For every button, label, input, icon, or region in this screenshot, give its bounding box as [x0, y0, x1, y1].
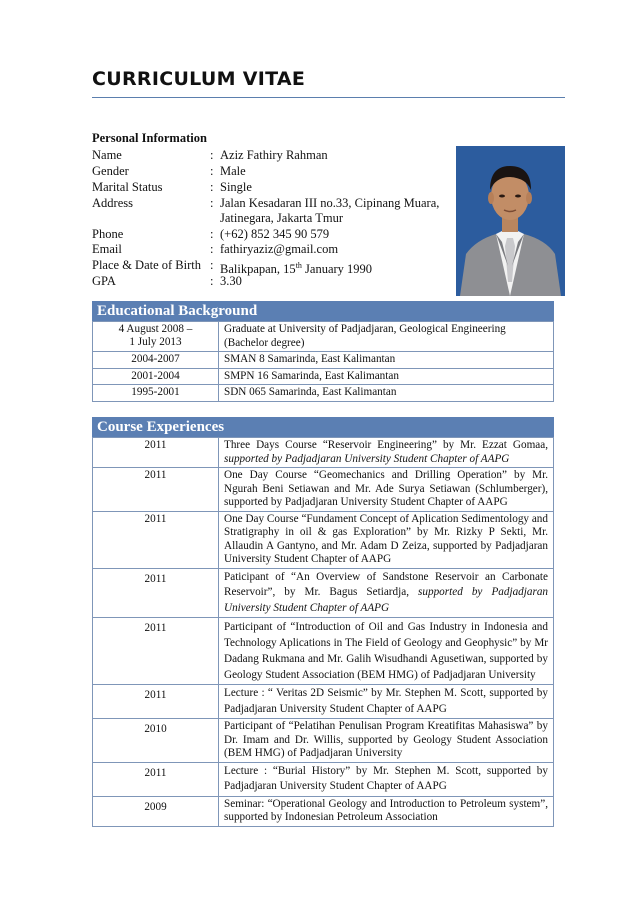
row-value: Male — [220, 164, 246, 178]
education-table — [92, 321, 554, 402]
row-value: fathiryaziz@gmail.com — [220, 242, 339, 256]
course-year: 2011 — [93, 468, 219, 512]
course-desc: One Day Course “Geomechanics and Drilling Operation” by Mr. Ngurah Beni Setiawan and Mr. Ade Surya Setiawan (Schlumberger), supported by Padjadjaran University Student Chapter of AAPG — [219, 468, 554, 512]
table-row — [93, 468, 554, 512]
course-year: 2011 — [93, 618, 219, 685]
course-year: 2011 — [93, 568, 219, 618]
row-value: Jalan Kesadaran III no.33, Cipinang Muara, Jatinegara, Jakarta Tmur — [220, 196, 440, 225]
course-year: 2011 — [93, 511, 219, 568]
portrait-illustration — [456, 146, 565, 296]
education-desc: SMAN 8 Samarinda, East Kalimantan — [219, 352, 554, 369]
table-row — [93, 511, 554, 568]
course-desc: Lecture : “Burial History” by Mr. Stephen M. Scott, supported by Padjadjaran University Student Chapter of AAPG — [219, 762, 554, 796]
course-desc: Seminar: “Operational Geology and Introduction to Petroleum system”, supported by Indonesian Petroleum Association — [219, 796, 554, 826]
row-colon: : — [210, 148, 214, 162]
row-value: (+62) 852 345 90 579 — [220, 227, 330, 241]
education-date: 2001-2004 — [93, 368, 219, 385]
courses-heading: Course Experiences — [92, 417, 554, 437]
row-label: GPA — [92, 274, 116, 288]
education-date: 2004-2007 — [93, 352, 219, 369]
course-support-text: supported by Padjadjaran University Student Chapter of AAPG — [224, 586, 549, 614]
course-year: 2011 — [93, 438, 219, 468]
row-colon: : — [210, 258, 214, 272]
row-label: Name — [92, 148, 122, 162]
row-label: Address — [92, 196, 133, 210]
course-year: 2011 — [93, 685, 219, 719]
ordinal-suffix: th — [295, 261, 302, 270]
course-desc: One Day Course “Fundament Concept of Aplication Sedimentology and Stratigraphy in oil & gas Exploration” by Mr. Rizky P Sekti, Mr. Allaudin A Gantyno, and Mr. Adam D Zeiza, supported by Padjadjaran University Student Chapter of AAPG — [219, 511, 554, 568]
table-row — [93, 438, 554, 468]
row-label: Email — [92, 242, 122, 256]
row-colon: : — [210, 242, 214, 256]
education-date: 1995-2001 — [93, 385, 219, 402]
education-desc: Graduate at University of Padjadjaran, Geological Engineering (Bachelor degree) — [219, 322, 554, 352]
table-row — [93, 322, 554, 352]
course-desc — [219, 568, 554, 618]
row-label: Gender — [92, 164, 129, 178]
course-support-text: supported by Padjadjaran University Student Chapter of AAPG — [224, 452, 510, 465]
table-row — [93, 568, 554, 618]
table-row — [93, 762, 554, 796]
table-row — [93, 719, 554, 763]
row-colon: : — [210, 180, 214, 194]
course-year: 2010 — [93, 719, 219, 763]
course-desc: Participant of “Introduction of Oil and Gas Industry in Indonesia and Technology Aplications in The Field of Geology and Geophysic” by Mr Dadang Rukmana and Mr. Galih Wisudhandi Agusetiwan, supported by Geology Student Association (BEM HMG) of Padjadjaran University — [219, 618, 554, 685]
courses-table — [92, 437, 554, 827]
education-desc: SDN 065 Samarinda, East Kalimantan — [219, 385, 554, 402]
education-heading: Educational Background — [92, 301, 554, 321]
course-desc: Participant of “Pelatihan Penulisan Program Kreatifitas Mahasiswa” by Dr. Imam and Dr. Willis, supported by Geology Student Association (BEM HMG) of Padjadjaran University — [219, 719, 554, 763]
profile-photo — [456, 146, 565, 296]
course-year: 2009 — [93, 796, 219, 826]
document-title: CURRICULUM VITAE — [92, 68, 306, 90]
course-desc: Lecture : “ Veritas 2D Seismic” by Mr. Stephen M. Scott, supported by Padjadjaran University Student Chapter of AAPG — [219, 685, 554, 719]
personal-info-heading: Personal Information — [92, 131, 207, 145]
table-row — [93, 796, 554, 826]
education-desc: SMPN 16 Samarinda, East Kalimantan — [219, 368, 554, 385]
row-colon: : — [210, 164, 214, 178]
education-date: 4 August 2008 – 1 July 2013 — [93, 322, 219, 352]
table-row — [93, 352, 554, 369]
course-desc — [219, 438, 554, 468]
row-value: 3.30 — [220, 274, 242, 288]
table-row — [93, 385, 554, 402]
row-value: Single — [220, 180, 252, 194]
table-row — [93, 685, 554, 719]
row-value: Aziz Fathiry Rahman — [220, 148, 328, 162]
row-label: Marital Status — [92, 180, 163, 194]
course-text: Paticipant of “An Overview of Sandstone Reservoir an Carbonate Reservoir”, by Mr. Bagus Setiardja, — [224, 570, 548, 598]
table-row — [93, 368, 554, 385]
table-row — [93, 618, 554, 685]
row-colon: : — [210, 196, 214, 210]
birth-month-year: January 1990 — [301, 262, 373, 277]
title-underline — [92, 97, 565, 98]
row-label: Phone — [92, 227, 124, 241]
row-colon: : — [210, 227, 214, 241]
course-text: Three Days Course “Reservoir Engineering” by Mr. Ezzat Gomaa, — [224, 439, 548, 451]
row-colon: : — [210, 274, 214, 288]
row-label: Place & Date of Birth — [92, 258, 201, 272]
birth-place-day: Balikpapan, 15 — [220, 262, 296, 277]
course-year: 2011 — [93, 762, 219, 796]
